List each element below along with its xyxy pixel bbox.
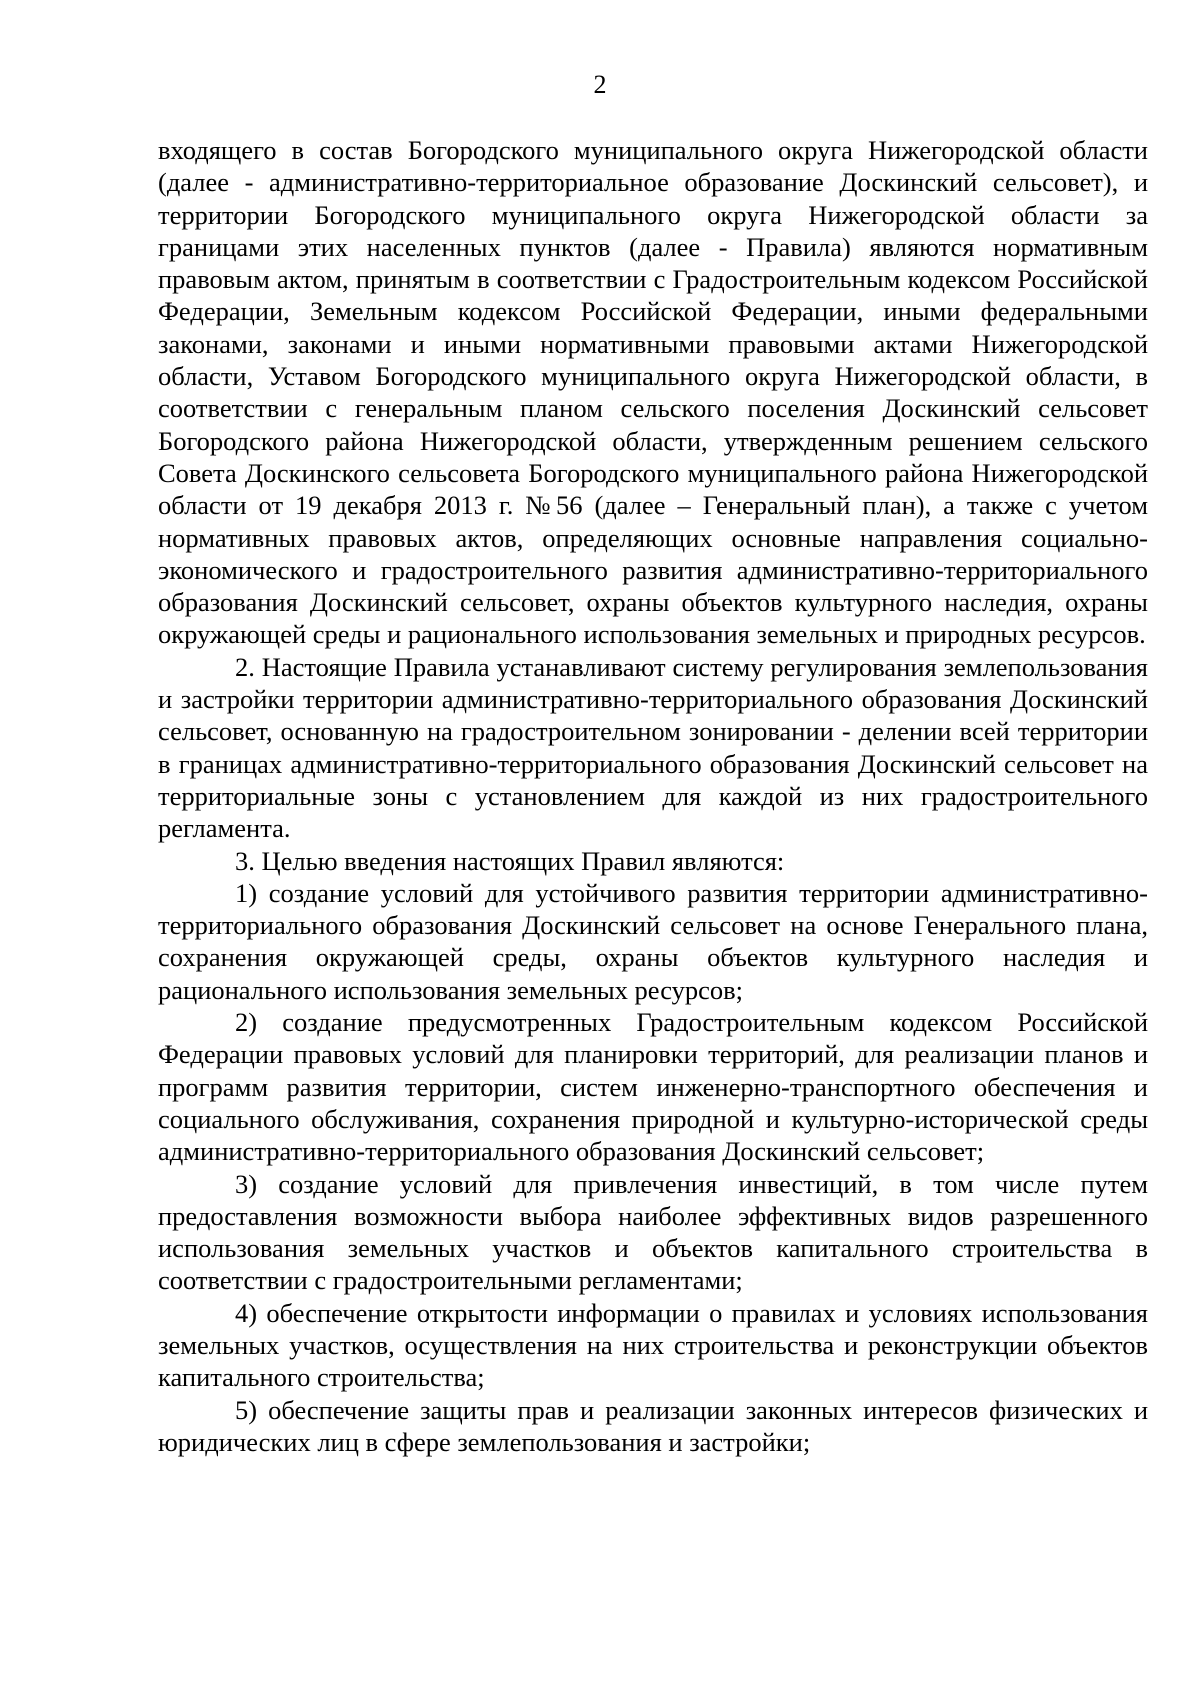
- list-item-5: 5) обеспечение защиты прав и реализации законных интересов физических и юридических лиц в сфере землепользования и застройки;: [158, 1394, 1148, 1457]
- list-item-2: 2) создание предусмотренных Градостроительным кодексом Российской Федерации правовых условий для планировки территорий, для реализации планов и программ развития территории, систем инженерно-транспортного обеспечения и социального обслуживания, сохранения природной и культурно-исторической среды административно-территориального образования Доскинский сельсовет;: [158, 1007, 1148, 1167]
- paragraph-item-3: 3. Целью введения настоящих Правил являются:: [235, 845, 785, 876]
- list-item-3: 3) создание условий для привлечения инвестиций, в том числе путем предоставления возможности выбора наиболее эффективных видов разрешенного использования земельных участков и объектов капитального строительства в соответствии с градостроительными регламентами;: [158, 1168, 1148, 1296]
- document-body: [158, 134, 1148, 1458]
- list-item-1: 1) создание условий для устойчивого развития территории административно-территориального образования Доскинский сельсовет на основе Генерального плана, сохранения окружающей среды, охраны объектов культурного наследия и рационального использования земельных ресурсов;: [158, 877, 1148, 1005]
- paragraph-continuation: входящего в состав Богородского муниципального округа Нижегородской области (далее - административно-территориальное образование Доскинский сельсовет), и территории Богородского муниципального округа Нижегородской области за границами этих населенных пунктов (далее - Правила) являются нормативным правовым актом, принятым в соответствии с Градостроительным кодексом Российской Федерации, Земельным кодексом Российской Федерации, иными федеральными законами, законами и иными нормативными правовыми актами Нижегородской области, Уставом Богородского муниципального округа Нижегородской области, в соответствии с генеральным планом сельского поселения Доскинский сельсовет Богородского района Нижегородской области, утвержденным решением сельского Совета Доскинского сельсовета Богородского муниципального района Нижегородской области от 19 декабря 2013 г. №56 (далее – Генеральный план), а также с учетом нормативных правовых актов, определяющих основные направления социально-экономического и градостроительного развития административно-территориального образования Доскинский сельсовет, охраны объектов культурного наследия, охраны окружающей среды и рационального использования земельных и природных ресурсов.: [158, 135, 1148, 650]
- list-item-4: 4) обеспечение открытости информации о правилах и условиях использования земельных участков, осуществления на них строительства и реконструкции объектов капитального строительства;: [158, 1297, 1148, 1393]
- page-number: 2: [593, 70, 607, 99]
- paragraph-item-2: 2. Настоящие Правила устанавливают систему регулирования землепользования и застройки территории административно-территориального образования Доскинский сельсовет, основанную на градостроительном зонировании - делении всей территории в границах административно-территориального образования Доскинский сельсовет на территориальные зоны с установлением для каждой из них градостроительного регламента.: [158, 651, 1148, 844]
